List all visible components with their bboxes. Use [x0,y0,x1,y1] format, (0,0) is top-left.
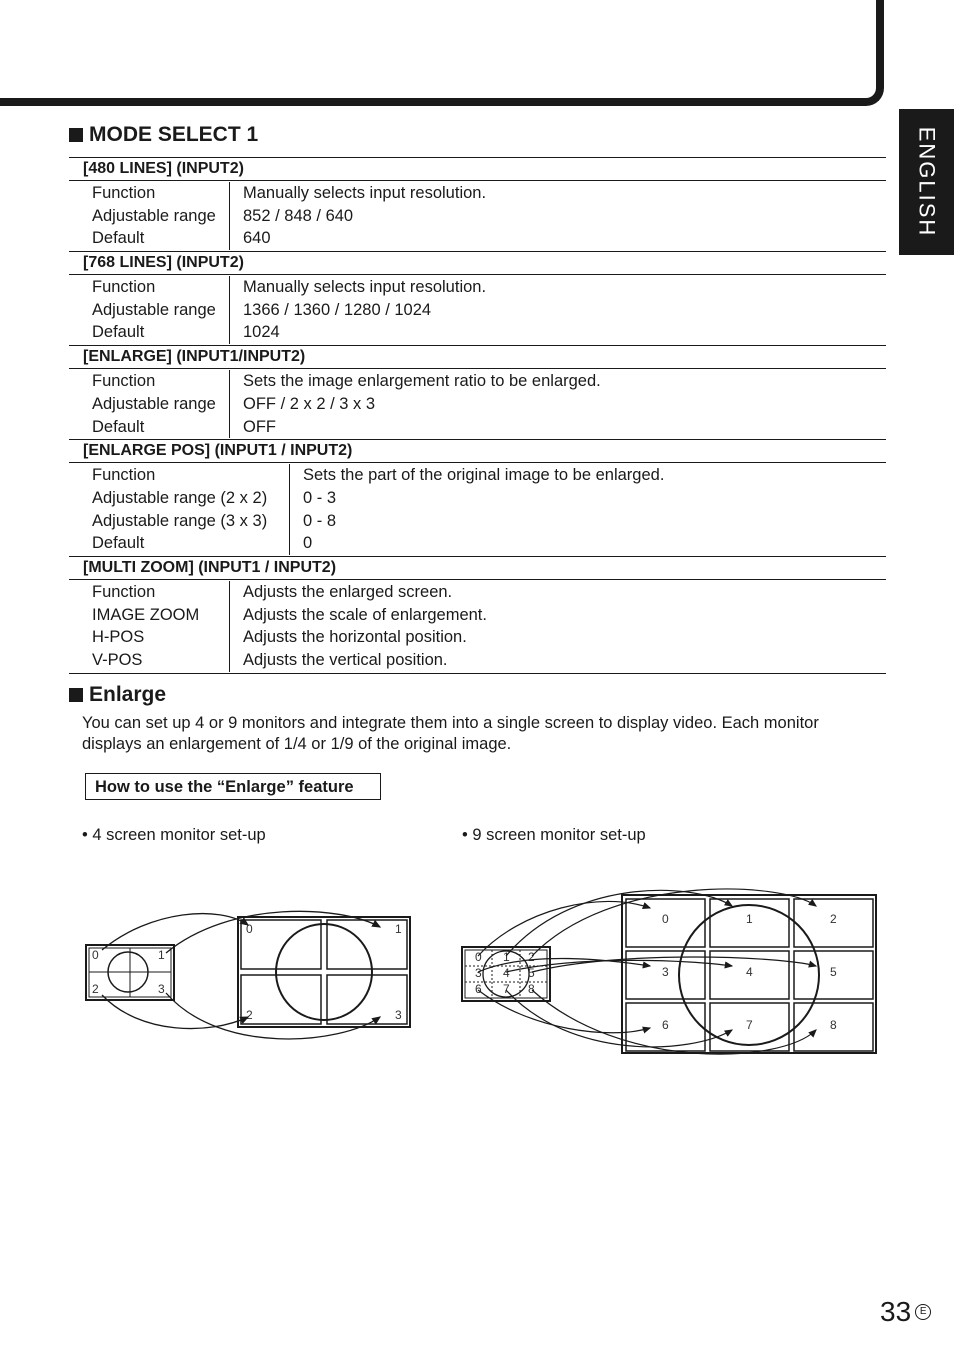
table-group [69,439,886,556]
nine-screen-diagram [460,880,880,1070]
src4-label-3: 3 [158,982,165,996]
table-row-value: Sets the image enlargement ratio to be enlarged. [243,372,601,391]
table-row-label: Function [92,372,156,391]
table-row-value: Adjusts the vertical position. [243,651,448,669]
wall4-label-3: 3 [395,1008,402,1022]
table-row-value: 640 [243,229,271,248]
wall9-label-7: 7 [746,1018,753,1032]
table-row-label: Default [92,417,145,436]
table-row-value: 1024 [243,323,280,342]
language-tab [899,109,954,255]
wall9-label-2: 2 [830,912,837,926]
page-number-value: 33 [880,1296,912,1327]
src9-label-0: 0 [475,950,482,964]
table-row-value: Adjusts the horizontal position. [243,628,467,647]
enlarge-title: Enlarge [89,683,167,706]
src9-label-2: 2 [528,950,535,964]
page-suffix-badge: E [915,1304,931,1320]
four-screen-diagram [80,905,420,1040]
table-row-label: IMAGE ZOOM [92,605,200,624]
table-row-label: Adjustable range (3 x 3) [92,511,268,530]
table-row-value: 0 [303,534,313,553]
top-frame-border [0,0,884,106]
table-row-label: Adjustable range [92,300,216,319]
table-row-label: V-POS [92,651,143,669]
table-group-title: [ENLARGE POS] (INPUT1 / INPUT2) [69,440,886,463]
table-row-label: Function [92,466,156,485]
wall9-label-1: 1 [746,912,753,926]
table-row-value: Sets the part of the original image to be enlarged. [303,466,665,485]
table-row-value: 852 / 848 / 640 [243,206,354,225]
page-number [880,1296,931,1328]
wall9-label-0: 0 [662,912,669,926]
wall9-label-6: 6 [662,1018,669,1032]
table-group [69,251,886,345]
table-row-label: Default [92,229,145,248]
wall4-label-0: 0 [246,922,253,936]
table-row-label: Adjustable range [92,394,216,413]
square-bullet-icon [69,128,83,142]
src4-label-0: 0 [92,948,99,962]
table-row-value: Adjusts the scale of enlargement. [243,605,487,624]
src9-label-7: 7 [503,982,510,996]
table-group-title: [480 LINES] (INPUT2) [69,158,886,181]
table-row-value: 1366 / 1360 / 1280 / 1024 [243,300,432,319]
src9-label-4: 4 [503,966,510,980]
table-row-value: OFF / 2 x 2 / 3 x 3 [243,394,376,413]
table-group-title: [MULTI ZOOM] (INPUT1 / INPUT2) [69,557,886,580]
wall9-label-5: 5 [830,965,837,979]
enlarge-description: You can set up 4 or 9 monitors and integrate them into a single screen to display video. Each monitor displays an enlargement of 1/4 or 1/9 of the original image. [82,714,819,753]
wall9-label-3: 3 [662,965,669,979]
src9-label-8: 8 [528,982,535,996]
src9-label-5: 5 [528,966,535,980]
mode-select-title: MODE SELECT 1 [89,123,259,146]
howto-heading-box: How to use the “Enlarge” feature [85,773,381,800]
src9-label-1: 1 [503,950,510,964]
table-group [69,157,886,251]
table-row-value: OFF [243,417,276,436]
src9-label-3: 3 [475,966,482,980]
table-row-label: H-POS [92,628,145,647]
table-row-label: Adjustable range (2 x 2) [92,488,268,507]
src4-label-1: 1 [158,948,165,962]
table-group-title: [ENLARGE] (INPUT1/INPUT2) [69,346,886,369]
table-row-label: Function [92,278,156,297]
enlarge-heading [69,683,166,707]
square-bullet-icon [69,688,83,702]
wall9-label-4: 4 [746,965,753,979]
table-group [69,556,886,674]
wall4-label-1: 1 [395,922,402,936]
table-group-title: [768 LINES] (INPUT2) [69,252,886,275]
table-row-label: Default [92,534,145,553]
wall4-label-2: 2 [246,1008,253,1022]
mode-select-table [69,157,886,674]
wall9-label-8: 8 [830,1018,837,1032]
table-row-value: 0 - 8 [303,511,337,530]
language-tab-label: ENGLISH [914,126,940,238]
table-row-label: Function [92,582,156,601]
table-group [69,345,886,439]
table-row-value: Adjusts the enlarged screen. [243,582,453,601]
table-row-value: 0 - 3 [303,488,337,507]
src4-label-2: 2 [92,982,99,996]
table-row-label: Function [92,184,156,202]
setup4-label: • 4 screen monitor set-up [82,826,266,844]
table-row-label: Adjustable range [92,206,216,225]
src9-label-6: 6 [475,982,482,996]
table-row-value: Manually selects input resolution. [243,278,487,297]
table-row-value: Manually selects input resolution. [243,184,487,202]
mode-select-heading [69,123,258,147]
setup9-label: • 9 screen monitor set-up [462,826,646,844]
table-row-label: Default [92,323,145,342]
